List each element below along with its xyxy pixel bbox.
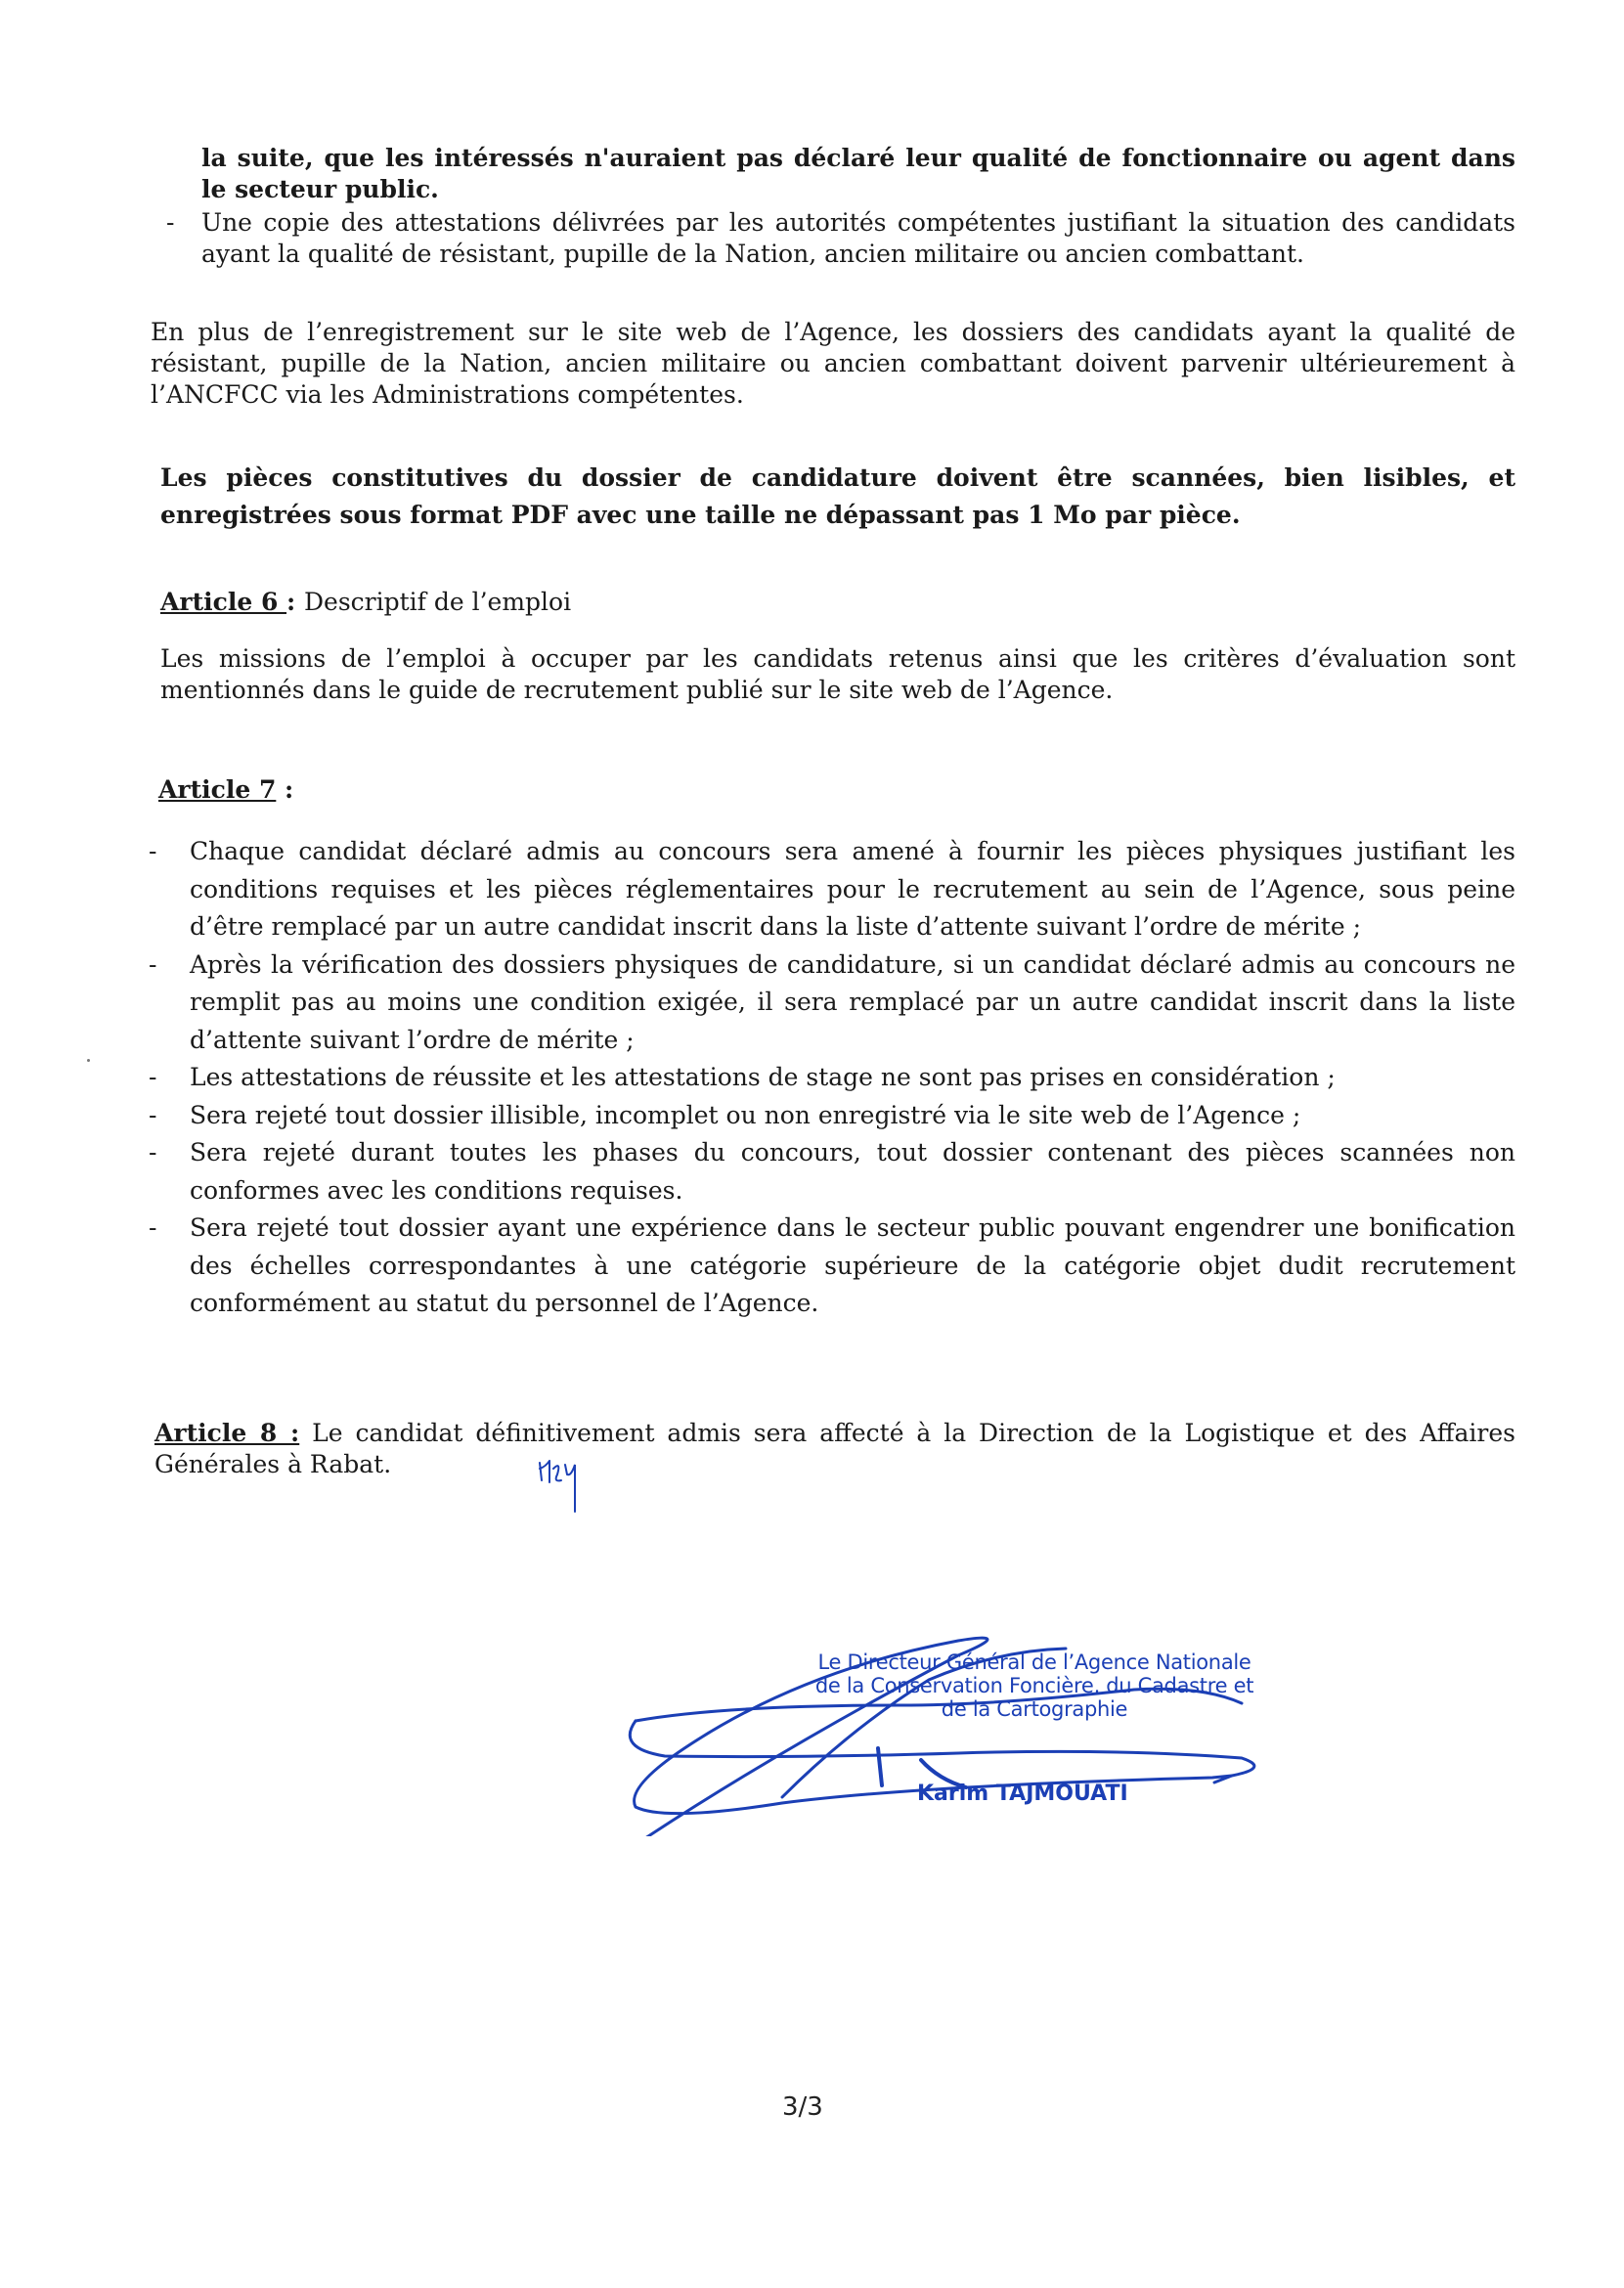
initials-paraph-icon bbox=[536, 1455, 585, 1514]
article-7-item-text: Chaque candidat déclaré admis au concours sera amené à fournir les pièces physiques justifiant les conditions requises et les pièces réglementaires pour le recrutement au sein de l’Agence, sous peine d’être remplacé par un autre candidat inscrit dans la liste d’attente suivant l’ordre de mérite ; bbox=[190, 837, 1515, 941]
article-7-separator: : bbox=[276, 775, 294, 804]
article-6-heading bbox=[160, 587, 1519, 618]
page-number: 3/3 bbox=[782, 2092, 823, 2122]
article-8 bbox=[154, 1418, 1515, 1480]
intro-list-item bbox=[156, 207, 1515, 270]
bullet-dash: - bbox=[149, 1138, 157, 1166]
bullet-dash: - bbox=[149, 1213, 157, 1242]
bullet-dash: - bbox=[149, 949, 157, 979]
article-7-item bbox=[149, 1210, 1515, 1323]
article-7-label: Article 7 bbox=[158, 775, 277, 804]
article-8-body: Le candidat définitivement admis sera affecté à la Direction de la Logistique et des Affaires Générales à Rabat. bbox=[154, 1419, 1515, 1478]
article-7-list bbox=[149, 833, 1515, 1323]
article-7-item-text: Sera rejeté tout dossier illisible, incomplet ou non enregistré via le site web de l’Agence ; bbox=[190, 1100, 1301, 1129]
article-7-item bbox=[149, 833, 1515, 946]
paragraph-registration: En plus de l’enregistrement sur le site web de l’Agence, les dossiers des candidats ayant la qualité de résistant, pupille de la Nation, ancien militaire ou ancien combattant doivent parvenir ultérieurement à l’ANCFCC via les Administrations compétentes. bbox=[151, 318, 1515, 409]
article-6-separator: : bbox=[286, 588, 304, 616]
article-7-item-text: Sera rejeté durant toutes les phases du concours, tout dossier contenant des pièces scannées non conformes avec les conditions requises. bbox=[190, 1138, 1515, 1205]
article-7-heading bbox=[158, 774, 1517, 806]
article-7-item bbox=[149, 1059, 1515, 1097]
bullet-dash: - bbox=[149, 837, 157, 865]
article-6-label: Article 6 bbox=[160, 588, 287, 616]
bullet-dash: - bbox=[149, 1100, 157, 1129]
stamp-title: Le Directeur Général de l’Agence Nationale de la Conservation Foncière, du Cadastre et de la Cartographie bbox=[814, 1650, 1254, 1721]
signatory-name: Karim TAJMOUATI bbox=[917, 1782, 1128, 1806]
article-7-item-text: Sera rejeté tout dossier ayant une expérience dans le secteur public pouvant engendrer une bonification des échelles correspondantes à une catégorie supérieure de la catégorie objet dudit recrutement conformément au statut du personnel de l’Agence. bbox=[190, 1213, 1515, 1317]
article-7-item bbox=[149, 946, 1515, 1060]
bullet-dash: - bbox=[149, 1063, 157, 1091]
article-6-body: Les missions de l’emploi à occuper par les candidats retenus ainsi que les critères d’évaluation sont mentionnés dans le guide de recrutement publié sur le site web de l’Agence. bbox=[160, 644, 1515, 704]
notice-pdf-format: Les pièces constitutives du dossier de candidature doivent être scannées, bien lisibles, et enregistrées sous format PDF avec une taille ne dépassant pas 1 Mo par pièce. bbox=[160, 463, 1515, 529]
bullet-dash: - bbox=[166, 208, 175, 237]
intro-bold-continuation bbox=[201, 143, 1515, 205]
signature-block bbox=[606, 1611, 1271, 1836]
intro-bold-text: la suite, que les intéressés n'auraient pas déclaré leur qualité de fonctionnaire ou agent dans le secteur public. bbox=[201, 144, 1515, 203]
article-8-label: Article 8 : bbox=[154, 1419, 300, 1447]
intro-item-text: Une copie des attestations délivrées par les autorités compétentes justifiant la situation des candidats ayant la qualité de résistant, pupille de la Nation, ancien militaire ou ancien combattant. bbox=[201, 208, 1515, 268]
article-7-item bbox=[149, 1097, 1515, 1135]
article-6-subtitle: Descriptif de l’emploi bbox=[303, 588, 572, 616]
article-7-item-text: Les attestations de réussite et les attestations de stage ne sont pas prises en considération ; bbox=[190, 1063, 1336, 1091]
scan-speck bbox=[87, 1059, 90, 1062]
article-7-item-text: Après la vérification des dossiers physiques de candidature, si un candidat déclaré admis au concours ne remplit pas au moins une condition exigée, il sera remplacé par un autre candidat inscrit dans la liste d’attente suivant l’ordre de mérite ; bbox=[190, 949, 1515, 1054]
article-7-item bbox=[149, 1134, 1515, 1210]
